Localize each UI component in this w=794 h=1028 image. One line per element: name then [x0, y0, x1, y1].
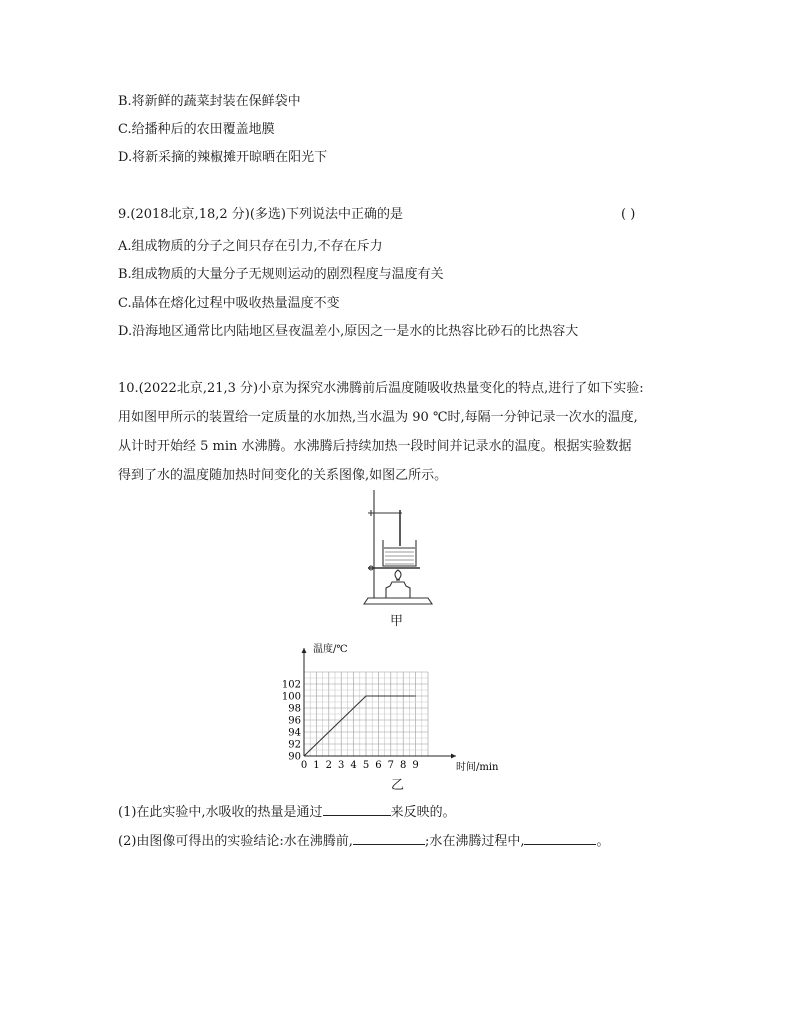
q10-sub2-tail: 。: [596, 834, 610, 849]
graph-grid: [304, 672, 428, 756]
q10-stem-line4: 得到了水的温度随加热时间变化的关系图像,如图乙所示。: [118, 468, 448, 483]
y-tick-label: 92: [288, 739, 301, 751]
y-axis-arrow: [302, 648, 307, 653]
q10-sub1-blank[interactable]: [323, 802, 391, 816]
y-tick-label: 90: [288, 751, 301, 763]
x-tick-label: 4: [350, 760, 357, 771]
temperature-time-graph: [270, 642, 520, 772]
x-tick-label: 5: [362, 760, 370, 771]
q8-option-d: D.将新采摘的辣椒摊开晾晒在阳光下: [118, 150, 328, 165]
q9-option-c: C.晶体在熔化过程中吸收热量温度不变: [118, 296, 340, 311]
x-tick-label: 8: [400, 760, 407, 771]
q10-sub2-blank1[interactable]: [353, 831, 425, 845]
x-tick-label: 9: [412, 760, 419, 771]
y-tick-label: 98: [288, 703, 301, 715]
y-tick-label: 96: [288, 715, 301, 727]
q10-sub2-text: (2)由图像可得出的实验结论:水在沸腾前,: [118, 834, 353, 849]
q10-sub1-text: (1)在此实验中,水吸收的热量是通过: [118, 805, 323, 820]
q10-sub1: [118, 802, 456, 822]
flame: [395, 570, 401, 580]
y-tick-label: 102: [281, 679, 301, 691]
graph-tick-labels: [282, 680, 419, 772]
heating-apparatus-figure: [358, 488, 438, 610]
figure-yi-caption: 乙: [391, 778, 405, 793]
q10-stem-line2: 用如图甲所示的装置给一定质量的水加热,当水温为 90 ℃时,每隔一分钟记录一次水的温度,: [118, 410, 638, 425]
graph-axes: [302, 648, 457, 759]
y-tick-label: 100: [281, 691, 301, 703]
y-tick-label: 94: [288, 727, 301, 739]
q10-sub2-middle: ;水在沸腾过程中,: [424, 834, 525, 849]
q10-sub1-tail: 来反映的。: [390, 805, 456, 820]
stand-base: [364, 598, 432, 604]
q9-stem: 9.(2018北京,18,2 分)(多选)下列说法中正确的是: [118, 207, 403, 222]
q9-option-b: B.组成物质的大量分子无规则运动的剧烈程度与温度有关: [118, 267, 444, 282]
q10-sub2: [118, 831, 609, 851]
x-tick-label: 2: [325, 760, 332, 771]
x-tick-label: 1: [313, 760, 320, 771]
x-tick-label: 3: [338, 760, 345, 771]
alcohol-lamp: [386, 582, 410, 598]
x-tick-label: 0: [300, 760, 308, 771]
q8-option-b: B.将新鲜的蔬菜封装在保鲜袋中: [118, 94, 301, 109]
q10-stem-line1: 10.(2022北京,21,3 分)小京为探究水沸腾前后温度随吸收热量变化的特点,进行了如下实验:: [118, 381, 644, 396]
graph-y-axis-label: 温度/℃: [313, 644, 348, 655]
q9-answer-paren: ( ): [621, 207, 636, 222]
x-tick-label: 6: [375, 760, 382, 771]
q8-option-c: C.给播种后的农田覆盖地膜: [118, 122, 275, 137]
q9-option-a: A.组成物质的分子之间只存在引力,不存在斥力: [118, 239, 383, 254]
graph-x-axis-label: 时间/min: [456, 762, 499, 772]
q10-sub2-blank2[interactable]: [524, 831, 596, 845]
q10-stem-line3: 从计时开始经 5 min 水沸腾。水沸腾后持续加热一段时间并记录水的温度。根据实验数据: [118, 439, 632, 454]
x-axis-arrow: [451, 754, 456, 759]
q9-option-d: D.沿海地区通常比内陆地区昼夜温差小,原因之一是水的比热容比砂石的比热容大: [118, 324, 579, 339]
x-tick-label: 7: [387, 760, 394, 771]
figure-jia-caption: 甲: [390, 614, 404, 629]
